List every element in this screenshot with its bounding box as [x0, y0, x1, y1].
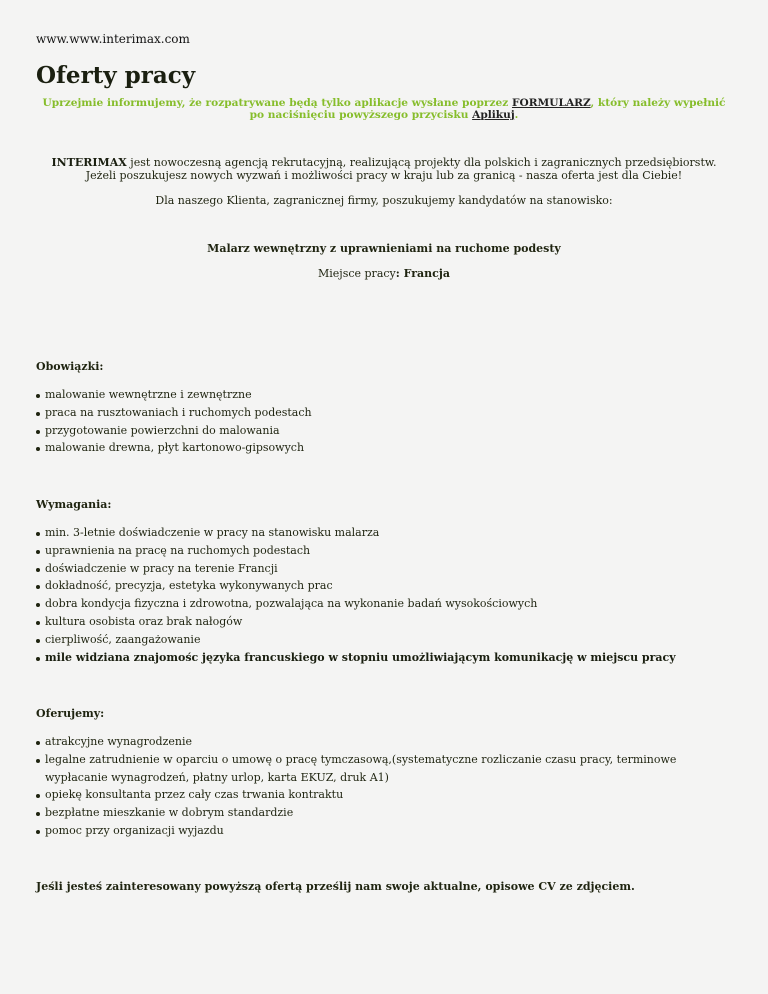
site-url: www.www.interimax.com [36, 32, 190, 46]
form-link[interactable]: FORMULARZ [511, 97, 591, 109]
intro-text: jest nowoczesną agencją rekrutacyjną, realizującą projekty dla polskich i zagranicznych przedsiębiorstw. Jeżeli poszukujesz nowych wyzwań i możliwości pracy w kraju lub za granicą - nasza oferta jest dla Ciebie! [85, 156, 717, 182]
list-item: malowanie wewnętrzne i zewnętrzne [36, 386, 726, 404]
offer-list [36, 733, 726, 840]
list-item: doświadczenie w pracy na terenie Francji [36, 560, 726, 578]
duties-heading: Obowiązki: [36, 360, 104, 373]
list-item: pomoc przy organizacji wyjazdu [36, 822, 726, 840]
offer-heading: Oferujemy: [36, 707, 105, 720]
requirements-heading: Wymagania: [36, 498, 112, 511]
notice-text-middle: , który należy wypełnić po naciśnięciu powyższego przycisku [249, 97, 726, 121]
closing-statement: Jeśli jesteś zainteresowany powyższą ofertą prześlij nam swoje aktualne, opisowe CV ze zdjęciem. [36, 880, 635, 893]
list-item: przygotowanie powierzchni do malowania [36, 422, 726, 440]
location-value: Francja [403, 267, 450, 280]
company-intro [36, 157, 732, 182]
list-item: legalne zatrudnienie w oparciu o umowę o pracę tymczasową,(systematyczne rozliczanie czasu pracy, terminowe wypłacanie wynagrodzeń, płatny urlop, karta EKUZ, druk A1) [36, 751, 726, 787]
list-item: uprawnienia na pracę na ruchomych podestach [36, 542, 726, 560]
location-colon: : [395, 267, 404, 280]
application-notice [36, 97, 732, 121]
list-item: praca na rusztowaniach i ruchomych podestach [36, 404, 726, 422]
list-item: kultura osobista oraz brak nałogów [36, 613, 726, 631]
company-name: INTERIMAX [51, 156, 127, 169]
list-item: mile widziana znajomośc języka francuskiego w stopniu umożliwiającym komunikację w miejscu pracy [36, 649, 726, 667]
work-location [36, 267, 732, 280]
location-label: Miejsce pracy [318, 267, 396, 280]
duties-list [36, 386, 726, 457]
apply-link[interactable]: Aplikuj [472, 109, 515, 121]
notice-text-before: Uprzejmie informujemy, że rozpatrywane będą tylko aplikacje wysłane poprzez [42, 97, 512, 109]
list-item: cierpliwość, zaangażowanie [36, 631, 726, 649]
page-title: Oferty pracy [36, 62, 196, 89]
list-item: min. 3-letnie doświadczenie w pracy na stanowisku malarza [36, 524, 726, 542]
client-line: Dla naszego Klienta, zagranicznej firmy, poszukujemy kandydatów na stanowisko: [155, 194, 613, 207]
list-item: atrakcyjne wynagrodzenie [36, 733, 726, 751]
list-item: malowanie drewna, płyt kartonowo-gipsowych [36, 439, 726, 457]
requirements-list [36, 524, 726, 666]
job-position: Malarz wewnętrzny z uprawnieniami na ruchome podesty [207, 242, 561, 255]
notice-text-after: . [514, 109, 519, 121]
list-item: dobra kondycja fizyczna i zdrowotna, pozwalająca na wykonanie badań wysokościowych [36, 595, 726, 613]
list-item: opiekę konsultanta przez cały czas trwania kontraktu [36, 786, 726, 804]
list-item: dokładność, precyzja, estetyka wykonywanych prac [36, 577, 726, 595]
list-item: bezpłatne mieszkanie w dobrym standardzie [36, 804, 726, 822]
